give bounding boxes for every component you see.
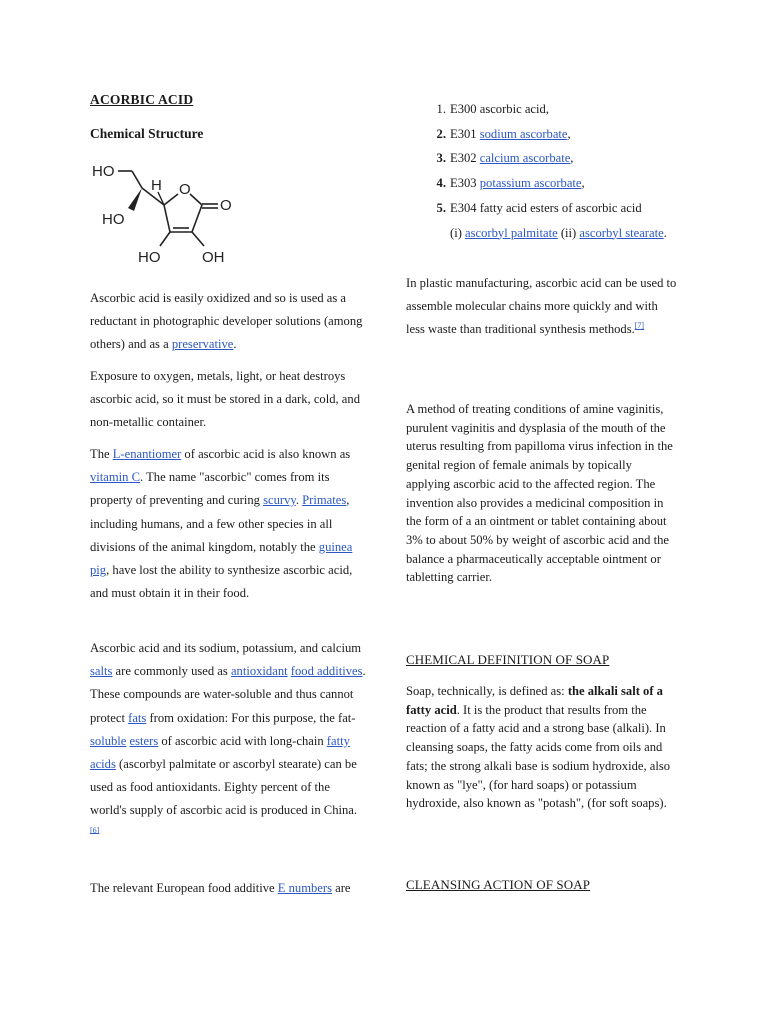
link-calcium-ascorbate[interactable]: calcium ascorbate	[479, 151, 571, 166]
structure-label-oh-bottom: OH	[202, 249, 225, 266]
paragraph-text: of ascorbic acid is also known as	[181, 447, 351, 461]
link-preservative[interactable]: preservative	[171, 337, 234, 352]
paragraph-text: . These compounds are water-soluble and thus cannot protect	[90, 664, 366, 725]
e-number-list	[432, 97, 682, 245]
link-fatty-acids[interactable]: fatty acids	[90, 733, 350, 772]
list-item-text: .	[663, 225, 667, 240]
paragraph-text: In plastic manufacturing, ascorbic acid can be used to assemble molecular chains more quickly and with less waste than traditional synthesis methods.	[406, 276, 677, 337]
list-number: 3.	[436, 151, 446, 166]
link-potassium-ascorbate[interactable]: potassium ascorbate	[479, 176, 582, 191]
list-item-text: E300 ascorbic acid,	[450, 102, 549, 116]
link-ascorbyl-stearate[interactable]: ascorbyl stearate	[579, 225, 664, 240]
structure-label-ho-side: HO	[102, 211, 125, 228]
link-guinea-pig[interactable]: guinea pig	[90, 539, 353, 578]
link-scurvy[interactable]: scurvy	[263, 493, 296, 508]
list-number: 5.	[436, 200, 446, 215]
link-antioxidant[interactable]: antioxidant	[230, 664, 288, 679]
link-esters[interactable]: esters	[129, 733, 159, 748]
paragraph-text: are	[332, 881, 351, 895]
cleansing-action-heading: CLEANSING ACTION OF SOAP	[406, 877, 591, 892]
list-item-text: ,	[581, 176, 585, 191]
link-ascorbyl-palmitate[interactable]: ascorbyl palmitate	[465, 225, 558, 240]
list-item-text: E303	[450, 176, 480, 191]
reference-7-link[interactable]: [7]	[634, 321, 645, 331]
structure-label-o-carbonyl: O	[220, 197, 232, 214]
list-item	[432, 171, 682, 196]
link-food-additives[interactable]: food additives	[290, 664, 363, 679]
paragraph-enantiomer	[90, 443, 366, 605]
link-primates[interactable]: Primates	[302, 493, 347, 508]
structure-label-o-ring: O	[179, 181, 191, 198]
list-item-text: E301	[450, 126, 480, 141]
list-item	[432, 146, 682, 171]
paragraph-soap-definition	[406, 682, 678, 813]
paragraph-exposure: Exposure to oxygen, metals, light, or heat destroys ascorbic acid, so it must be stored in a dark, cold, and non-metallic container.	[90, 369, 360, 430]
paragraph-text: of ascorbic acid with long-chain	[158, 733, 327, 748]
paragraph-text: are commonly used as	[112, 664, 231, 679]
structure-label-h: H	[151, 177, 162, 194]
list-number: 1.	[436, 102, 446, 116]
paragraph-text: .	[295, 493, 303, 508]
link-sodium-ascorbate[interactable]: sodium ascorbate	[479, 126, 568, 141]
paragraph-text: The	[90, 447, 113, 461]
list-item	[432, 196, 682, 221]
list-item-text: E302	[450, 151, 480, 166]
paragraph-text: , including humans, and a few other species in all divisions of the animal kingdom, notably the	[90, 493, 350, 554]
list-item-text: ,	[567, 126, 571, 141]
paragraph-text: Soap, technically, is defined as:	[406, 684, 568, 698]
list-item-text: (ii)	[557, 225, 580, 240]
link-e-numbers[interactable]: E numbers	[277, 881, 332, 895]
link-soluble[interactable]: soluble	[90, 733, 127, 748]
paragraph-text: from oxidation: For this purpose, the fat-	[146, 710, 356, 725]
list-item-text: (i)	[450, 225, 466, 240]
chemical-structure-heading: Chemical Structure	[90, 126, 204, 141]
paragraph-oxidation	[90, 287, 366, 357]
list-item-text: E304 fatty acid esters of ascorbic acid	[450, 200, 642, 215]
link-l-enantiomer[interactable]: L-enantiomer	[112, 447, 182, 461]
list-number: 2.	[436, 126, 446, 141]
link-fats[interactable]: fats	[128, 710, 147, 725]
link-vitamin-c[interactable]: vitamin C	[90, 470, 141, 485]
document-title: ACORBIC ACID	[90, 92, 194, 107]
paragraph-text: Ascorbic acid is easily oxidized and so is used as a reductant in photographic developer solutions (among others) and as a	[90, 291, 363, 352]
paragraph-text: . It is the product that results from the reaction of a fatty acid and a strong base (alkali). In cleansing soaps, the fatty acids come from oils and fats; the strong alkali base is sodium hydroxide, also known as "lye", (for hard soaps) or potassium hydroxide, also known as "potash", (for soft soaps).	[406, 702, 671, 811]
list-item	[432, 122, 682, 147]
paragraph-text: .	[233, 337, 237, 352]
paragraph-text: (ascorbyl palmitate or ascorbyl stearate) can be used as food antioxidants. Eighty percent of the world's supply of ascorbic acid is produced in China.	[90, 757, 358, 818]
paragraph-text: The relevant European food additive	[90, 881, 278, 895]
list-item	[432, 97, 682, 122]
paragraph-text: , have lost the ability to synthesize ascorbic acid, and must obtain it in their food.	[90, 563, 353, 601]
reference-6-link[interactable]: [6]	[90, 825, 100, 835]
paragraph-text: . The name "ascorbic" comes from its property of preventing and curing	[90, 470, 330, 508]
paragraph-e-numbers	[90, 877, 366, 900]
list-subitem	[432, 221, 682, 246]
soap-definition-heading: CHEMICAL DEFINITION OF SOAP	[406, 652, 610, 667]
structure-label-ho-top: HO	[92, 163, 115, 180]
bold-definition: the alkali salt of a fatty acid	[406, 684, 663, 717]
structure-label-ho-bottom: HO	[138, 249, 161, 266]
link-salts[interactable]: salts	[90, 664, 113, 679]
ascorbic-acid-structure-diagram	[90, 156, 250, 272]
paragraph-plastic	[406, 272, 678, 342]
list-number: 4.	[436, 176, 446, 191]
paragraph-salts	[90, 637, 366, 846]
paragraph-treatment: A method of treating conditions of amine vaginitis, purulent vaginitis and dysplasia of the mouth of the uterus resulting from papilloma virus infection in the genital region of female animals by topically applying ascorbic acid to the affected region. The invention also provides a medicinal composition in the form of a an ointment or tablet containing about 3% to about 50% by weight of ascorbic acid and the balance a pharmaceutically acceptable ointment or tabletting carrier.	[406, 402, 673, 585]
paragraph-text: Ascorbic acid and its sodium, potassium, and calcium	[90, 641, 362, 655]
list-item-text: ,	[570, 151, 574, 166]
